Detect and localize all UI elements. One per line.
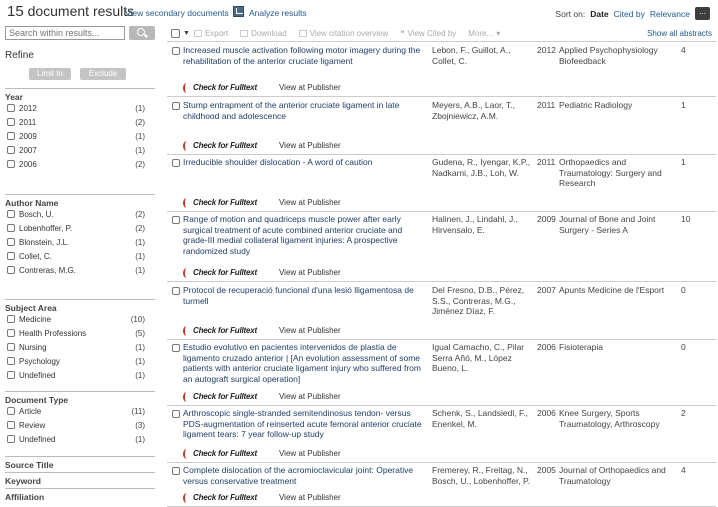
select-dropdown-icon[interactable]: ▼ <box>183 30 190 37</box>
result-checkbox[interactable] <box>172 467 180 475</box>
checkbox[interactable] <box>7 224 15 232</box>
result-row <box>167 212 716 282</box>
result-checkbox[interactable] <box>172 159 180 167</box>
results-toolbar <box>167 26 716 42</box>
filter-subject-area <box>5 299 155 383</box>
result-year: 2006 <box>537 342 556 352</box>
view-at-publisher-link[interactable]: View at Publisher <box>278 268 341 277</box>
filter-item[interactable] <box>5 327 155 341</box>
filter-count: (3) <box>135 421 145 430</box>
result-source[interactable]: Journal of Orthopaedics and Traumatology <box>559 465 666 486</box>
result-row <box>167 340 716 406</box>
check-fulltext-button[interactable] <box>183 141 257 151</box>
result-source[interactable]: Journal of Bone and Joint Surgery - Series A <box>559 214 656 235</box>
export-icon <box>194 30 202 37</box>
result-title-link[interactable]: Increased muscle activation following motor imagery during the rehabilitation of the anterior cruciate ligament <box>183 45 421 66</box>
filter-item[interactable] <box>5 250 155 264</box>
result-links <box>183 325 341 336</box>
filter-count: (1) <box>135 266 145 275</box>
quote-icon: ❝ <box>400 29 405 38</box>
filter-count: (1) <box>135 132 145 141</box>
filter-item[interactable] <box>5 405 155 419</box>
chart-icon <box>299 30 307 37</box>
result-checkbox[interactable] <box>172 102 180 110</box>
result-year: 2006 <box>537 408 556 418</box>
filter-item[interactable] <box>5 433 155 447</box>
filter-count: (1) <box>135 238 145 247</box>
fulltext-logo-icon <box>183 83 190 93</box>
view-at-publisher-link[interactable]: View at Publisher <box>278 449 341 458</box>
checkbox[interactable] <box>7 315 15 323</box>
filter-source-title[interactable]: Source Title <box>5 456 155 472</box>
fulltext-logo-icon <box>183 198 190 208</box>
result-authors[interactable]: Igual Camacho, C., Pilar Serra Añó, M., López Bueno, L. <box>432 342 525 373</box>
filter-label: Undefined <box>19 371 56 380</box>
fulltext-logo-icon <box>183 493 190 503</box>
result-cited-by-count[interactable]: 2 <box>681 408 686 418</box>
result-title-link[interactable]: Protocol de recuperació funcional d'una lesió lligamentosa de turmell <box>183 285 414 306</box>
more-options-button[interactable]: ... <box>695 7 710 20</box>
view-at-publisher-link[interactable]: View at Publisher <box>278 198 341 207</box>
result-checkbox[interactable] <box>172 216 180 224</box>
filter-label: Bosch, U. <box>19 210 54 219</box>
filter-item[interactable] <box>5 419 155 433</box>
more-label: More... <box>468 29 494 38</box>
filter-count: (2) <box>135 224 145 233</box>
result-year: 2009 <box>537 214 556 224</box>
result-year: 2011 <box>537 157 556 167</box>
fulltext-logo-icon <box>183 141 190 151</box>
check-fulltext-label: Check for Fulltext <box>193 268 257 277</box>
filter-year <box>5 88 155 172</box>
filter-item[interactable] <box>5 369 155 383</box>
filter-label: Medicine <box>19 315 52 324</box>
filter-label: Review <box>19 421 46 430</box>
result-links <box>183 267 341 278</box>
result-checkbox[interactable] <box>172 410 180 418</box>
result-cited-by-count[interactable]: 1 <box>681 157 686 167</box>
view-at-publisher-link[interactable]: View at Publisher <box>278 326 341 335</box>
checkbox[interactable] <box>7 210 15 218</box>
filter-label: Health Professions <box>19 329 87 338</box>
check-fulltext-button[interactable] <box>183 493 257 503</box>
result-year: 2005 <box>537 465 556 475</box>
view-at-publisher-link[interactable]: View at Publisher <box>278 493 341 502</box>
result-cited-by-count[interactable]: 4 <box>681 465 686 475</box>
filter-count: (1) <box>135 252 145 261</box>
checkbox[interactable] <box>7 132 15 140</box>
check-fulltext-label: Check for Fulltext <box>193 493 257 502</box>
check-fulltext-label: Check for Fulltext <box>193 198 257 207</box>
filter-doctype-title[interactable]: Document Type <box>5 391 155 405</box>
result-title-link[interactable]: Arthroscopic single-stranded semitendinosus tendon- versus PDS-augmentation of reinserted acute femoral anterior cruciate ligament tears: 7 year follow-up study <box>183 408 422 439</box>
fulltext-logo-icon <box>183 326 190 336</box>
result-title-link[interactable]: Stump entrapment of the anterior cruciate ligament in late childhood and adolescence <box>183 100 400 121</box>
result-cited-by-count[interactable]: 0 <box>681 342 686 352</box>
check-fulltext-label: Check for Fulltext <box>193 326 257 335</box>
fulltext-logo-icon <box>183 392 190 402</box>
limit-to-button[interactable]: Limit to <box>29 68 71 80</box>
checkbox[interactable] <box>7 421 15 429</box>
filter-author-title[interactable]: Author Name <box>5 194 155 208</box>
filter-item[interactable] <box>5 102 155 116</box>
result-checkbox[interactable] <box>172 344 180 352</box>
filter-item[interactable] <box>5 355 155 369</box>
filter-item[interactable] <box>5 144 155 158</box>
result-title-link[interactable]: Estudio evolutivo en pacientes intervenidos de plastia de ligamento cruzado anterior | [An evolution assessment of some patients with anterior cruciate ligament injury who suffered from an autograft surgical operation] <box>183 342 421 384</box>
filter-label: Lobenhoffer, P. <box>19 224 73 233</box>
result-cited-by-count[interactable]: 10 <box>681 214 691 224</box>
fulltext-logo-icon <box>183 449 190 459</box>
result-year: 2011 <box>537 100 556 110</box>
chevron-down-icon: ▾ <box>496 29 501 38</box>
filter-count: (1) <box>135 343 145 352</box>
checkbox[interactable] <box>7 118 15 126</box>
check-fulltext-label: Check for Fulltext <box>193 83 257 92</box>
filter-label: Psychology <box>19 357 60 366</box>
filter-label: 2011 <box>19 118 37 127</box>
result-links <box>183 391 341 402</box>
filter-keyword[interactable]: Keyword <box>5 472 155 488</box>
download-button[interactable] <box>240 29 287 38</box>
checkbox[interactable] <box>7 160 15 168</box>
result-authors[interactable]: Schenk, S., Landsiedl, F., Enenkel, M. <box>432 408 528 429</box>
citation-overview-label: View citation overview <box>309 29 389 38</box>
check-fulltext-button[interactable] <box>183 449 257 459</box>
filter-count: (1) <box>135 146 145 155</box>
filter-count: (10) <box>130 315 145 324</box>
result-title-link[interactable]: Range of motion and quadriceps muscle power after early surgical treatment of acute combined anterior cruciate and grade-III medial collateral ligament injuries: A prospective randomized study <box>183 214 403 256</box>
check-fulltext-label: Check for Fulltext <box>193 449 257 458</box>
filter-item[interactable] <box>5 222 155 236</box>
view-at-publisher-link[interactable]: View at Publisher <box>278 392 341 401</box>
filter-label: Article <box>19 407 42 416</box>
search-icon[interactable] <box>129 26 155 40</box>
exclude-button[interactable]: Exclude <box>80 68 126 80</box>
filter-document-type <box>5 391 155 447</box>
sort-cited-by[interactable]: Cited by <box>613 8 645 19</box>
filter-count: (1) <box>135 371 145 380</box>
result-year: 2007 <box>537 285 556 295</box>
filter-item[interactable] <box>5 341 155 355</box>
filter-label: Collet, C. <box>19 252 52 261</box>
sort-bar <box>555 7 710 20</box>
result-authors[interactable]: Halinen, J., Lindahl, J., Hirvensalo, E. <box>432 214 518 235</box>
download-label: Download <box>251 29 287 38</box>
check-fulltext-button[interactable] <box>183 198 257 208</box>
result-source[interactable]: Orthopaedics and Traumatology: Surgery and Research <box>559 157 662 188</box>
checkbox[interactable] <box>7 371 15 379</box>
check-fulltext-label: Check for Fulltext <box>193 392 257 401</box>
result-year: 2012 <box>537 45 556 55</box>
checkbox[interactable] <box>7 407 15 415</box>
filter-label: 2007 <box>19 146 37 155</box>
filter-count: (1) <box>135 104 145 113</box>
sort-relevance[interactable]: Relevance <box>649 8 690 19</box>
filter-label: 2006 <box>19 160 37 169</box>
sort-label: Sort on: <box>555 8 586 19</box>
result-authors[interactable]: Meyers, A.B., Laor, T., Zbojniewicz, A.M. <box>432 100 515 121</box>
check-fulltext-button[interactable] <box>183 392 257 402</box>
check-fulltext-button[interactable] <box>183 83 257 93</box>
result-count-number: 15 <box>7 3 24 20</box>
result-links <box>183 140 341 151</box>
result-row <box>167 463 716 507</box>
filter-item[interactable] <box>5 236 155 250</box>
filter-label: Undefined <box>19 435 56 444</box>
filter-subject-title[interactable]: Subject Area <box>5 299 155 313</box>
download-icon <box>240 30 248 37</box>
filter-count: (5) <box>135 329 145 338</box>
analyze-chart-icon[interactable] <box>233 6 244 17</box>
result-title-link[interactable]: Irreducible shoulder dislocation - A word of caution <box>183 157 373 167</box>
result-links <box>183 197 341 208</box>
result-authors[interactable]: Fremerey, R., Freitag, N., Bosch, U., Lobenhoffer, P. <box>432 465 530 486</box>
citation-overview-button[interactable] <box>299 29 389 38</box>
result-cited-by-count[interactable]: 4 <box>681 45 686 55</box>
filter-author <box>5 194 155 278</box>
export-button[interactable] <box>194 29 228 38</box>
result-authors[interactable]: Gudena, R., Iyengar, K.P., Nadkarni, J.B., Loh, W. <box>432 157 531 178</box>
checkbox[interactable] <box>7 357 15 365</box>
result-title-link[interactable]: Complete dislocation of the acromioclavicular joint: Operative versus conservative treatment <box>183 465 414 486</box>
result-row <box>167 43 716 97</box>
more-button[interactable] <box>468 29 500 38</box>
checkbox[interactable] <box>7 104 15 112</box>
result-source[interactable]: Pediatric Radiology <box>559 100 633 110</box>
checkbox[interactable] <box>7 435 15 443</box>
filter-year-title[interactable]: Year <box>5 88 155 102</box>
results-header <box>0 0 718 24</box>
check-fulltext-button[interactable] <box>183 326 257 336</box>
filter-label: Contreras, M.G. <box>19 266 76 275</box>
refine-heading: Refine <box>5 50 34 61</box>
checkbox[interactable] <box>7 252 15 260</box>
show-all-abstracts-link[interactable]: Show all abstracts <box>647 29 712 38</box>
filter-affiliation[interactable]: Affiliation <box>5 488 155 504</box>
result-source[interactable]: Apunts Medicine de l'Esport <box>559 285 665 295</box>
result-row <box>167 283 716 340</box>
view-secondary-documents-link[interactable]: View secondary documents <box>125 8 229 18</box>
checkbox[interactable] <box>7 238 15 246</box>
fulltext-logo-icon <box>183 268 190 278</box>
filter-count: (1) <box>135 435 145 444</box>
filter-count: (11) <box>131 407 145 416</box>
filter-count: (1) <box>135 357 145 366</box>
filter-item[interactable] <box>5 158 155 172</box>
view-at-publisher-link[interactable]: View at Publisher <box>278 141 341 150</box>
check-fulltext-label: Check for Fulltext <box>193 141 257 150</box>
checkbox[interactable] <box>7 266 15 274</box>
cited-by-label: View Cited by <box>407 29 457 38</box>
filter-count: (2) <box>135 210 145 219</box>
filter-item[interactable] <box>5 130 155 144</box>
result-checkbox[interactable] <box>172 47 180 55</box>
filter-item[interactable] <box>5 116 155 130</box>
result-row <box>167 155 716 212</box>
filter-count: (2) <box>135 118 145 127</box>
sort-date[interactable]: Date <box>590 8 609 19</box>
filter-label: 2009 <box>19 132 37 141</box>
checkbox[interactable] <box>7 343 15 351</box>
filter-item[interactable] <box>5 264 155 278</box>
search-within-input[interactable] <box>5 26 125 40</box>
filter-item[interactable] <box>5 313 155 327</box>
result-links <box>183 82 341 93</box>
result-authors[interactable]: Del Fresno, D.B., Pérez, S.S., Contreras, M.G., Jiménez Díaz, F. <box>432 285 525 316</box>
checkbox[interactable] <box>7 146 15 154</box>
result-links <box>183 492 341 503</box>
result-checkbox[interactable] <box>172 287 180 295</box>
check-fulltext-button[interactable] <box>183 268 257 278</box>
filter-item[interactable] <box>5 208 155 222</box>
select-all-checkbox[interactable] <box>171 29 180 38</box>
filter-label: Nursing <box>19 343 47 352</box>
filter-label: Blonstein, J.L. <box>19 238 70 247</box>
result-count-label: document results <box>27 3 135 19</box>
result-cited-by-count[interactable]: 1 <box>681 100 686 110</box>
view-at-publisher-link[interactable]: View at Publisher <box>278 83 341 92</box>
cited-by-button[interactable] <box>400 29 456 38</box>
checkbox[interactable] <box>7 329 15 337</box>
analyze-results-link[interactable]: Analyze results <box>249 8 307 18</box>
result-source[interactable]: Fisioterapia <box>559 342 603 352</box>
result-count <box>7 3 134 20</box>
export-label: Export <box>204 29 229 38</box>
result-authors[interactable]: Lebon, F., Guillot, A., Collet, C. <box>432 45 511 66</box>
filter-label: 2012 <box>19 104 37 113</box>
result-row <box>167 98 716 155</box>
result-row <box>167 406 716 463</box>
filter-count: (2) <box>135 160 145 169</box>
result-source[interactable]: Knee Surgery, Sports Traumatology, Arthroscopy <box>559 408 660 429</box>
result-source[interactable]: Applied Psychophysiology Biofeedback <box>559 45 658 66</box>
result-cited-by-count[interactable]: 0 <box>681 285 686 295</box>
result-links <box>183 448 341 459</box>
